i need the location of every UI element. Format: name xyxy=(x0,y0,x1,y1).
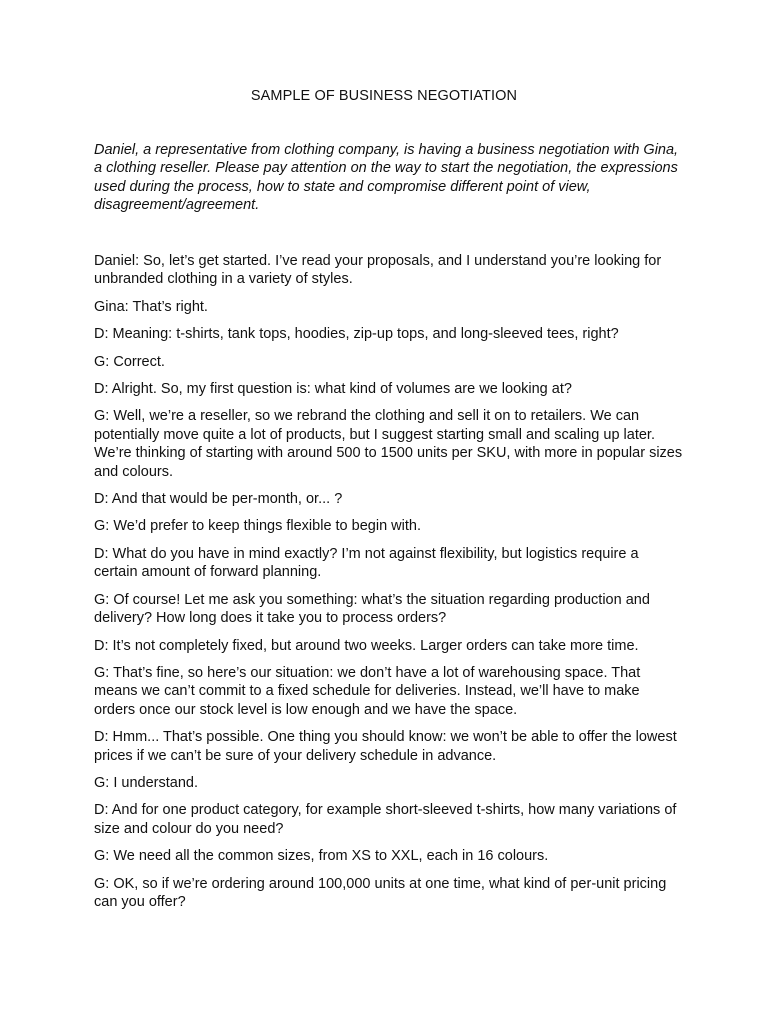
speaker-label: D: xyxy=(94,326,109,343)
dialogue-line xyxy=(94,637,684,655)
dialogue-text: OK, so if we’re ordering around 100,000 units at one time, what kind of per-unit pricing can you offer? xyxy=(94,875,667,910)
speaker-label: D: xyxy=(94,637,109,654)
speaker-label: G: xyxy=(94,353,110,370)
dialogue-text: We need all the common sizes, from XS to XXL, each in 16 colours. xyxy=(113,848,549,865)
dialogue-line xyxy=(94,875,684,912)
intro-paragraph: Daniel, a representative from clothing company, is having a business negotiation with Gina, a clothing reseller. Please pay attention on the way to start the negotiation, the expressions used during the process, how to state and compromise different point of view, disagreement/agreement. xyxy=(94,142,679,214)
speaker-label: D: xyxy=(94,381,109,398)
dialogue-text: It’s not completely fixed, but around two weeks. Larger orders can take more time. xyxy=(112,637,639,654)
speaker-label: Daniel: xyxy=(94,253,140,269)
dialogue-line xyxy=(94,298,684,316)
dialogue-line xyxy=(94,517,684,535)
speaker-label: G: xyxy=(94,408,110,425)
dialogue-text: We’d prefer to keep things flexible to begin with. xyxy=(113,518,421,535)
speaker-label: G: xyxy=(94,518,110,535)
dialogue-text: And for one product category, for example short-sleeved t-shirts, how many variations of size and colour do you need? xyxy=(94,802,677,837)
dialogue-line xyxy=(94,801,684,838)
dialogue-line xyxy=(94,664,684,719)
dialogue-line xyxy=(94,591,684,628)
dialogue-line xyxy=(94,774,684,792)
speaker-label: D: xyxy=(94,545,109,562)
dialogue-line xyxy=(94,847,684,865)
dialogue-text: What do you have in mind exactly? I’m not against flexibility, but logistics require a certain amount of forward planning. xyxy=(94,545,639,581)
dialogue xyxy=(94,252,684,920)
dialogue-line xyxy=(94,728,684,765)
speaker-label: G: xyxy=(94,774,110,791)
dialogue-line xyxy=(94,325,684,343)
dialogue-line xyxy=(94,490,684,508)
dialogue-line xyxy=(94,407,684,481)
speaker-label: D: xyxy=(94,491,109,508)
dialogue-line xyxy=(94,252,684,289)
speaker-label: G: xyxy=(94,848,110,865)
dialogue-text: Hmm... That’s possible. One thing you should know: we won’t be able to offer the lowest prices if we can’t be sure of your delivery schedule in advance. xyxy=(94,729,677,764)
dialogue-text: I understand. xyxy=(113,774,198,791)
dialogue-text: Well, we’re a reseller, so we rebrand the clothing and sell it on to retailers. We can potentially move quite a lot of products, but I suggest starting small and scaling up later. We’re thinking of starting with around 500 to 1500 units per SKU, with more in popular sizes and colours. xyxy=(94,408,683,480)
dialogue-text: Meaning: t-shirts, tank tops, hoodies, zip-up tops, and long-sleeved tees, right? xyxy=(112,326,619,343)
dialogue-line xyxy=(94,545,684,582)
speaker-label: D: xyxy=(94,802,109,819)
dialogue-text: So, let’s get started. I’ve read your proposals, and I understand you’re looking for unbranded clothing in a variety of styles. xyxy=(94,253,662,288)
speaker-label: G: xyxy=(94,875,110,892)
dialogue-line xyxy=(94,380,684,398)
speaker-label: Gina: xyxy=(94,298,129,315)
dialogue-line xyxy=(94,353,684,371)
dialogue-text: Correct. xyxy=(113,353,165,370)
dialogue-text: Alright. So, my first question is: what kind of volumes are we looking at? xyxy=(111,381,572,398)
speaker-label: G: xyxy=(94,591,110,608)
speaker-label: G: xyxy=(94,664,110,681)
dialogue-text: And that would be per-month, or... ? xyxy=(111,491,343,508)
dialogue-text: That’s right. xyxy=(132,298,208,315)
dialogue-text: Of course! Let me ask you something: what’s the situation regarding production and delivery? How long does it take you to process orders? xyxy=(94,591,650,627)
dialogue-text: That’s fine, so here’s our situation: we don’t have a lot of warehousing space. That means we can’t commit to a fixed schedule for deliveries. Instead, we’ll have to make orders once our stock level is low enough and we have the space. xyxy=(94,664,641,718)
speaker-label: D: xyxy=(94,729,109,746)
document-title: SAMPLE OF BUSINESS NEGOTIATION xyxy=(250,88,518,104)
